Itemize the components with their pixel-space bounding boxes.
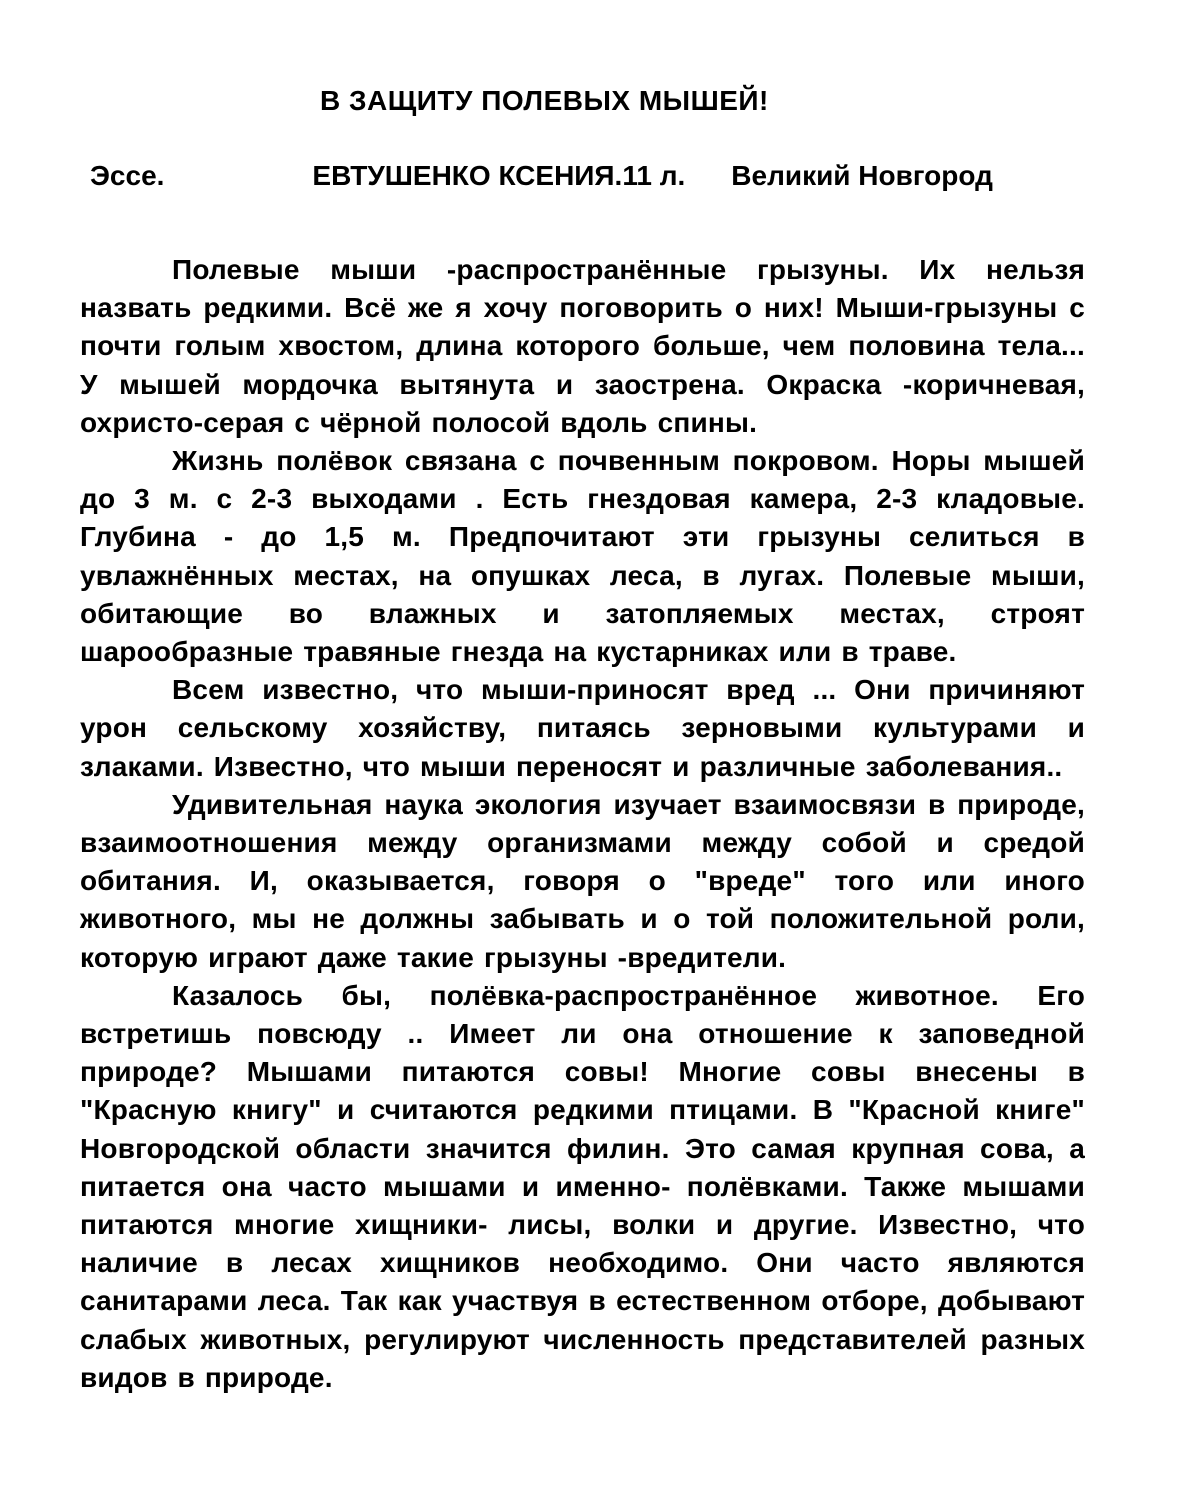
paragraph-1: Полевые мыши -распространённые грызуны. Их нельзя назвать редкими. Всё же я хочу поговорить о них! Мыши-грызуны с почти голым хвостом, длина которого больше, чем половина тела... У мышей мордочка вытянута и заострена. Окраска -коричневая, охристо-серая с чёрной полосой вдоль спины. [80,254,1085,438]
paragraph-4: Удивительная наука экология изучает взаимосвязи в природе, взаимоотношения между организмами между собой и средой обитания. И, оказывается, говоря о "вреде" того или иного животного, мы не должны забывать и о той положительной роли, которую играют даже такие грызуны -вредители. [80,788,1085,973]
document-title: В ЗАЩИТУ ПОЛЕВЫХ МЫШЕЙ! [320,85,769,116]
byline-genre: Эссе. [90,160,165,191]
paragraph-3: Всем известно, что мыши-приносят вред ... Они причиняют урон сельскому хозяйству, питаясь зерновыми культурами и злаками. Известно, что мыши переносят и различные заболевания.. [80,674,1085,782]
byline-city: Великий Новгород [731,160,993,191]
paragraph-2: Жизнь полёвок связана с почвенным покровом. Норы мышей до 3 м. с 2-3 выходами . Есть гнездовая камера, 2-3 кладовые. Глубина - до 1,5 м. Предпочитают эти грызуны селиться в увлажнённых местах, на опушках леса, в лугах. Полевые мыши, обитающие во влажных и затопляемых местах, строят шарообразные травяные гнезда на кустарниках или в траве. [80,445,1085,668]
byline [0,157,1197,195]
essay-body [0,251,1197,1397]
byline-author: ЕВТУШЕНКО КСЕНИЯ.11 л. [312,160,686,191]
paragraph-5: Казалось бы, полёвка-распространённое животное. Его встретишь повсюду .. Имеет ли она отношение к заповедной природе? Мышами питаются совы! Многие совы внесены в "Красную книгу" и считаются редкими птицами. В "Красной книге" Новгородской области значится филин. Это самая крупная сова, а питается она часто мышами и именно- полёвками. Также мышами питаются многие хищники- лисы, волки и другие. Известно, что наличие в лесах хищников необходимо. Они часто являются санитарами леса. Так как участвуя в естественном отборе, добывают слабых животных, регулируют численность представителей разных видов в природе. [80,979,1085,1393]
